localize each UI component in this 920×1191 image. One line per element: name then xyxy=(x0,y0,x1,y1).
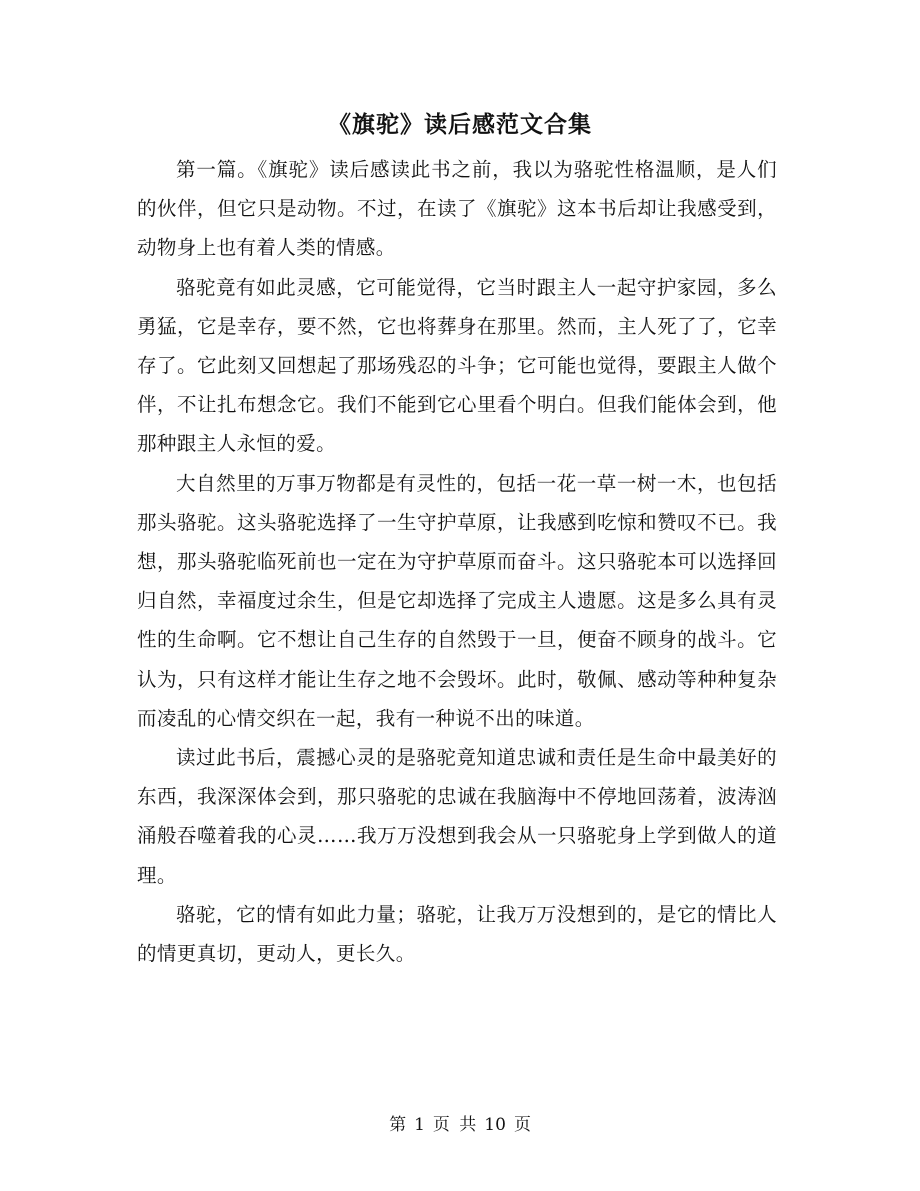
paragraph-4: 读过此书后，震撼心灵的是骆驼竟知道忠诚和责任是生命中最美好的东西，我深深体会到，那只骆驼的忠诚在我脑海中不停地回荡着，波涛汹涌般吞噬着我的心灵……我万万没想到我会从一只骆驼身上学到做人的道理。 xyxy=(137,746,777,887)
current-page-number: 1 xyxy=(414,1115,425,1135)
page-footer xyxy=(0,1110,920,1140)
page-label-suffix: 页 xyxy=(513,1115,531,1135)
document-title: 《旗驼》读后感范文合集 xyxy=(328,111,592,138)
paragraph-5: 骆驼，它的情有如此力量；骆驼，让我万万没想到的，是它的情比人的情更真切，更动人，更长久。 xyxy=(137,902,777,966)
page-label-mid: 页 共 xyxy=(432,1115,477,1135)
total-pages-number: 10 xyxy=(484,1115,506,1135)
paragraph-3: 大自然里的万事万物都是有灵性的，包括一花一草一树一木，也包括那头骆驼。这头骆驼选择了一生守护草原，让我感到吃惊和赞叹不已。我想，那头骆驼临死前也一定在为守护草原而奋斗。这只骆驼本可以选择回归自然，幸福度过余生，但是它却选择了完成主人遗愿。这是多么具有灵性的生命啊。它不想让自己生存的自然毁于一旦，便奋不顾身的战斗。它认为，只有这样才能让生存之地不会毁坏。此时，敬佩、感动等种种复杂而凌乱的心情交织在一起，我有一种说不出的味道。 xyxy=(137,471,777,730)
paragraph-1: 第一篇。《旗驼》读后感读此书之前，我以为骆驼性格温顺，是人们的伙伴，但它只是动物。不过，在读了《旗驼》这本书后却让我感受到，动物身上也有着人类的情感。 xyxy=(137,158,777,260)
paragraph-2: 骆驼竟有如此灵感，它可能觉得，它当时跟主人一起守护家园，多么勇猛，它是幸存，要不然，它也将葬身在那里。然而，主人死了了，它幸存了。它此刻又回想起了那场残忍的斗争；它可能也觉得，要跟主人做个伴，不让扎布想念它。我们不能到它心里看个明白。但我们能体会到，他那种跟主人永恒的爱。 xyxy=(137,275,777,456)
page-label-prefix: 第 xyxy=(389,1115,407,1135)
document-body xyxy=(137,150,777,973)
